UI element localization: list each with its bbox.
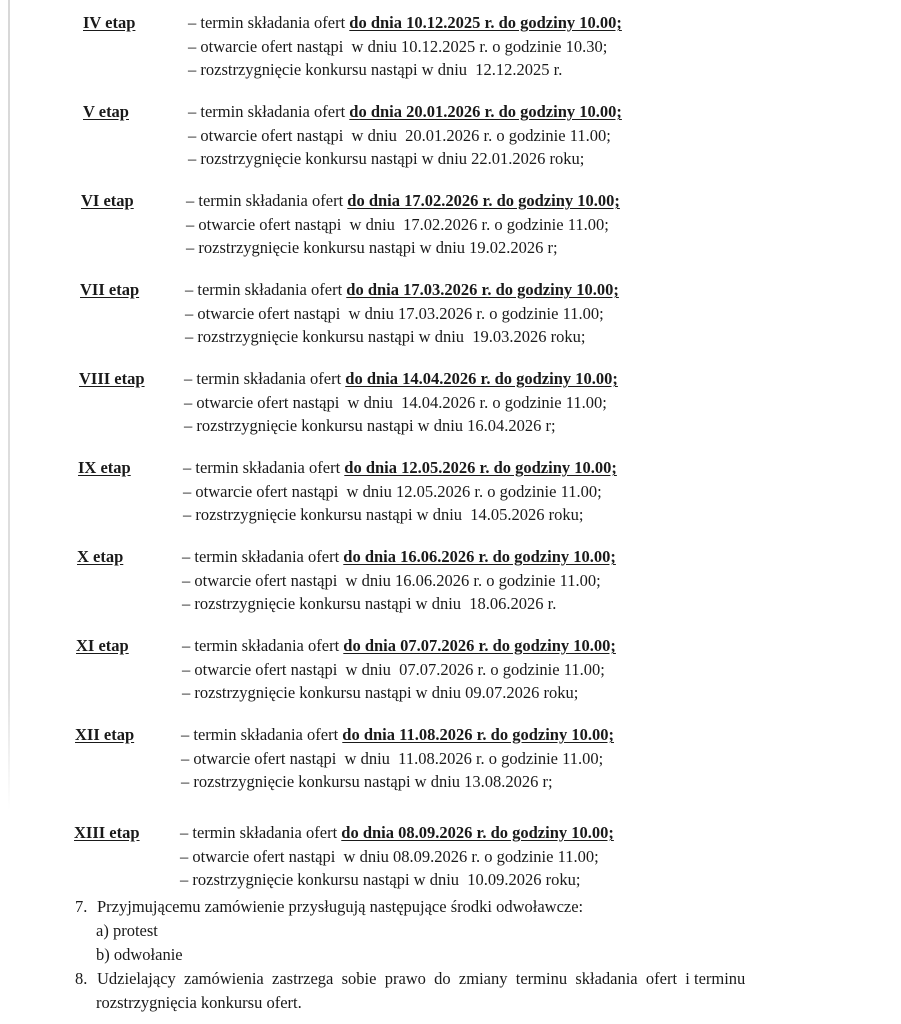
stage-label: X etap bbox=[77, 547, 124, 566]
opening-line: – otwarcie ofert nastąpi w dniu 07.07.2026 r. o godzinie 11.00; bbox=[182, 659, 605, 679]
opening-line: – otwarcie ofert nastąpi w dniu 08.09.2026 r. o godzinie 11.00; bbox=[180, 846, 599, 866]
resolution-line: – rozstrzygnięcie konkursu nastąpi w dniu 14.05.2026 roku; bbox=[183, 505, 584, 524]
resolution-line: – rozstrzygnięcie konkursu nastąpi w dniu 10.09.2026 roku; bbox=[180, 870, 581, 889]
submission-deadline: do dnia 14.04.2026 r. do godziny 10.00; bbox=[345, 369, 618, 388]
opening-line: – otwarcie ofert nastąpi w dniu 12.05.2026 r. o godzinie 11.00; bbox=[183, 481, 602, 501]
submission-deadline: do dnia 12.05.2026 r. do godziny 10.00; bbox=[344, 458, 617, 477]
deadline-prefix: – termin składania ofert bbox=[182, 547, 344, 566]
deadline-line bbox=[183, 456, 617, 480]
resolution-line: – rozstrzygnięcie konkursu nastąpi w dniu 12.12.2025 r. bbox=[188, 60, 563, 79]
stage-details bbox=[181, 723, 614, 794]
opening-line: – otwarcie ofert nastąpi w dniu 17.03.2026 r. o godzinie 11.00; bbox=[185, 303, 604, 323]
deadline-line bbox=[180, 821, 614, 845]
paragraph-7 bbox=[75, 895, 583, 919]
paragraph-8-number: 8. bbox=[75, 969, 88, 988]
opening-line: – otwarcie ofert nastąpi w dniu 20.01.2026 r. o godzinie 11.00; bbox=[188, 125, 611, 145]
submission-deadline: do dnia 11.08.2026 r. do godziny 10.00; bbox=[342, 725, 614, 744]
deadline-line bbox=[181, 723, 614, 747]
remedy-item-protest: a) protest bbox=[96, 921, 158, 940]
deadline-prefix: – termin składania ofert bbox=[182, 636, 344, 655]
submission-deadline: do dnia 17.03.2026 r. do godziny 10.00; bbox=[346, 280, 619, 299]
deadline-prefix: – termin składania ofert bbox=[188, 102, 350, 121]
resolution-line: – rozstrzygnięcie konkursu nastąpi w dniu 18.06.2026 r. bbox=[182, 594, 557, 613]
stage-details bbox=[185, 278, 619, 349]
deadline-prefix: – termin składania ofert bbox=[186, 191, 348, 210]
deadline-prefix: – termin składania ofert bbox=[181, 725, 343, 744]
paragraph-7-text: Przyjmującemu zamówienie przysługują następujące środki odwoławcze: bbox=[97, 897, 584, 916]
deadline-line bbox=[182, 545, 616, 569]
stage-details bbox=[184, 367, 618, 438]
paragraph-8 bbox=[75, 967, 805, 991]
deadline-line bbox=[182, 634, 616, 658]
submission-deadline: do dnia 08.09.2026 r. do godziny 10.00; bbox=[341, 823, 614, 842]
stage-label: V etap bbox=[83, 102, 129, 121]
opening-line: – otwarcie ofert nastąpi w dniu 14.04.2026 r. o godzinie 11.00; bbox=[184, 392, 607, 412]
opening-line: – otwarcie ofert nastąpi w dniu 17.02.2026 r. o godzinie 11.00; bbox=[186, 214, 609, 234]
opening-line: – otwarcie ofert nastąpi w dniu 10.12.2025 r. o godzinie 10.30; bbox=[188, 36, 608, 56]
deadline-prefix: – termin składania ofert bbox=[188, 13, 350, 32]
deadline-line bbox=[188, 11, 622, 35]
resolution-line: – rozstrzygnięcie konkursu nastąpi w dniu 19.03.2026 roku; bbox=[185, 327, 586, 346]
stage-details bbox=[180, 821, 614, 892]
submission-deadline: do dnia 20.01.2026 r. do godziny 10.00; bbox=[349, 102, 622, 121]
resolution-line: – rozstrzygnięcie konkursu nastąpi w dniu 13.08.2026 r; bbox=[181, 772, 553, 791]
resolution-line: – rozstrzygnięcie konkursu nastąpi w dniu 09.07.2026 roku; bbox=[182, 683, 579, 702]
submission-deadline: do dnia 07.07.2026 r. do godziny 10.00; bbox=[343, 636, 616, 655]
stage-label: VIII etap bbox=[79, 369, 145, 388]
deadline-prefix: – termin składania ofert bbox=[184, 369, 346, 388]
paragraph-7-number: 7. bbox=[75, 897, 88, 916]
stage-label: XI etap bbox=[76, 636, 129, 655]
stage-label: XII etap bbox=[75, 725, 135, 744]
resolution-line: – rozstrzygnięcie konkursu nastąpi w dniu 19.02.2026 r; bbox=[186, 238, 558, 257]
opening-line: – otwarcie ofert nastąpi w dniu 11.08.2026 r. o godzinie 11.00; bbox=[181, 748, 604, 768]
stage-details bbox=[182, 634, 616, 705]
stage-details bbox=[183, 456, 617, 527]
resolution-line: – rozstrzygnięcie konkursu nastąpi w dniu 16.04.2026 r; bbox=[184, 416, 556, 435]
opening-line: – otwarcie ofert nastąpi w dniu 16.06.2026 r. o godzinie 11.00; bbox=[182, 570, 601, 590]
stage-label: XIII etap bbox=[74, 823, 140, 842]
submission-deadline: do dnia 10.12.2025 r. do godziny 10.00; bbox=[349, 13, 622, 32]
stage-details bbox=[186, 189, 620, 260]
deadline-prefix: – termin składania ofert bbox=[185, 280, 347, 299]
stage-details bbox=[182, 545, 616, 616]
deadline-line bbox=[188, 100, 622, 124]
deadline-line bbox=[185, 278, 619, 302]
paragraph-8-line-2: rozstrzygnięcia konkursu ofert. bbox=[96, 993, 302, 1012]
deadline-line bbox=[184, 367, 618, 391]
stage-label: IV etap bbox=[83, 13, 136, 32]
deadline-prefix: – termin składania ofert bbox=[183, 458, 345, 477]
deadline-prefix: – termin składania ofert bbox=[180, 823, 342, 842]
deadline-line bbox=[186, 189, 620, 213]
stage-details bbox=[188, 100, 622, 171]
scan-artifact-line bbox=[8, 0, 10, 810]
remedy-item-appeal: b) odwołanie bbox=[96, 945, 183, 964]
submission-deadline: do dnia 17.02.2026 r. do godziny 10.00; bbox=[347, 191, 620, 210]
paragraph-8-line-1: Udzielający zamówienia zastrzega sobie prawo do zmiany terminu składania ofert i terminu bbox=[97, 969, 746, 988]
stage-label: VII etap bbox=[80, 280, 140, 299]
resolution-line: – rozstrzygnięcie konkursu nastąpi w dniu 22.01.2026 roku; bbox=[188, 149, 585, 168]
stage-label: IX etap bbox=[78, 458, 131, 477]
stage-details bbox=[188, 11, 622, 82]
stage-label: VI etap bbox=[81, 191, 134, 210]
submission-deadline: do dnia 16.06.2026 r. do godziny 10.00; bbox=[343, 547, 616, 566]
